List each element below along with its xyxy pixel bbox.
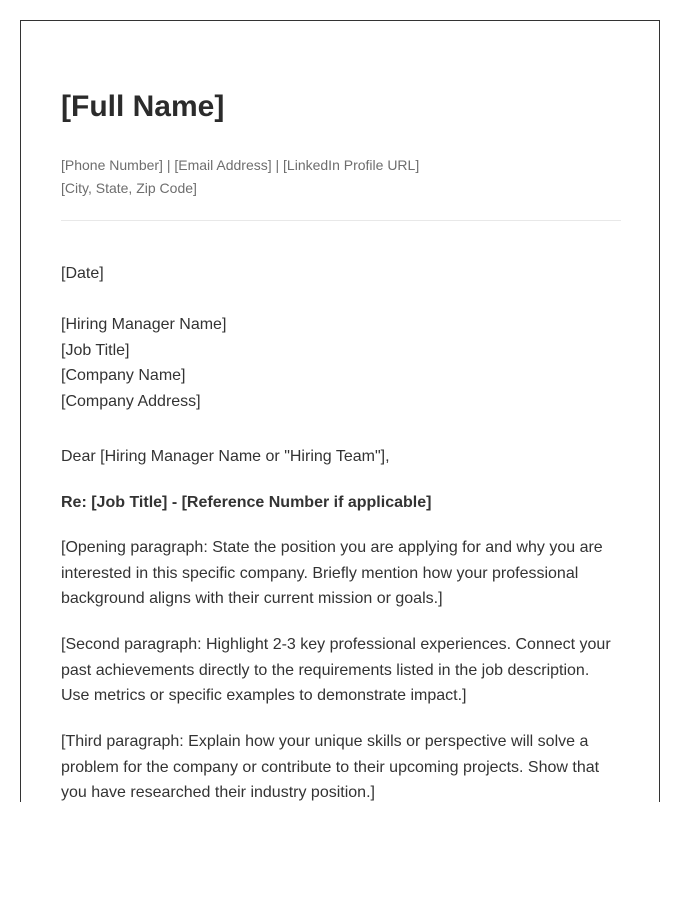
- salutation: Dear [Hiring Manager Name or "Hiring Team"],: [61, 448, 390, 465]
- full-name-heading: [Full Name]: [61, 90, 225, 123]
- third-paragraph: [Third paragraph: Explain how your unique skills or perspective will solve a problem for the company or contribute to their upcoming projects. Show that you have researched their industry position.]: [61, 733, 600, 801]
- recipient-job-title: [Job Title]: [61, 341, 130, 359]
- document-page: [20, 20, 660, 802]
- recipient-manager-name: [Hiring Manager Name]: [61, 316, 227, 333]
- contact-block: [61, 154, 419, 200]
- recipient-company-address: [Company Address]: [61, 392, 201, 410]
- header-divider: [61, 220, 621, 221]
- recipient-block: [61, 312, 226, 414]
- subject-line: Re: [Job Title] - [Reference Number if applicable]: [61, 494, 432, 511]
- opening-paragraph: [Opening paragraph: State the position you are applying for and why you are interested in this specific company. Briefly mention how your professional background aligns with their current mission or goals.]: [61, 539, 603, 607]
- location-line: [City, State, Zip Code]: [61, 180, 197, 196]
- recipient-company-name: [Company Name]: [61, 367, 186, 384]
- contact-info-line: [Phone Number] | [Email Address] | [LinkedIn Profile URL]: [61, 157, 420, 173]
- second-paragraph: [Second paragraph: Highlight 2-3 key professional experiences. Connect your past achievements directly to the requirements listed in the job description. Use metrics or specific examples to demonstrate impact.]: [61, 636, 611, 704]
- letter-date: [Date]: [61, 265, 104, 282]
